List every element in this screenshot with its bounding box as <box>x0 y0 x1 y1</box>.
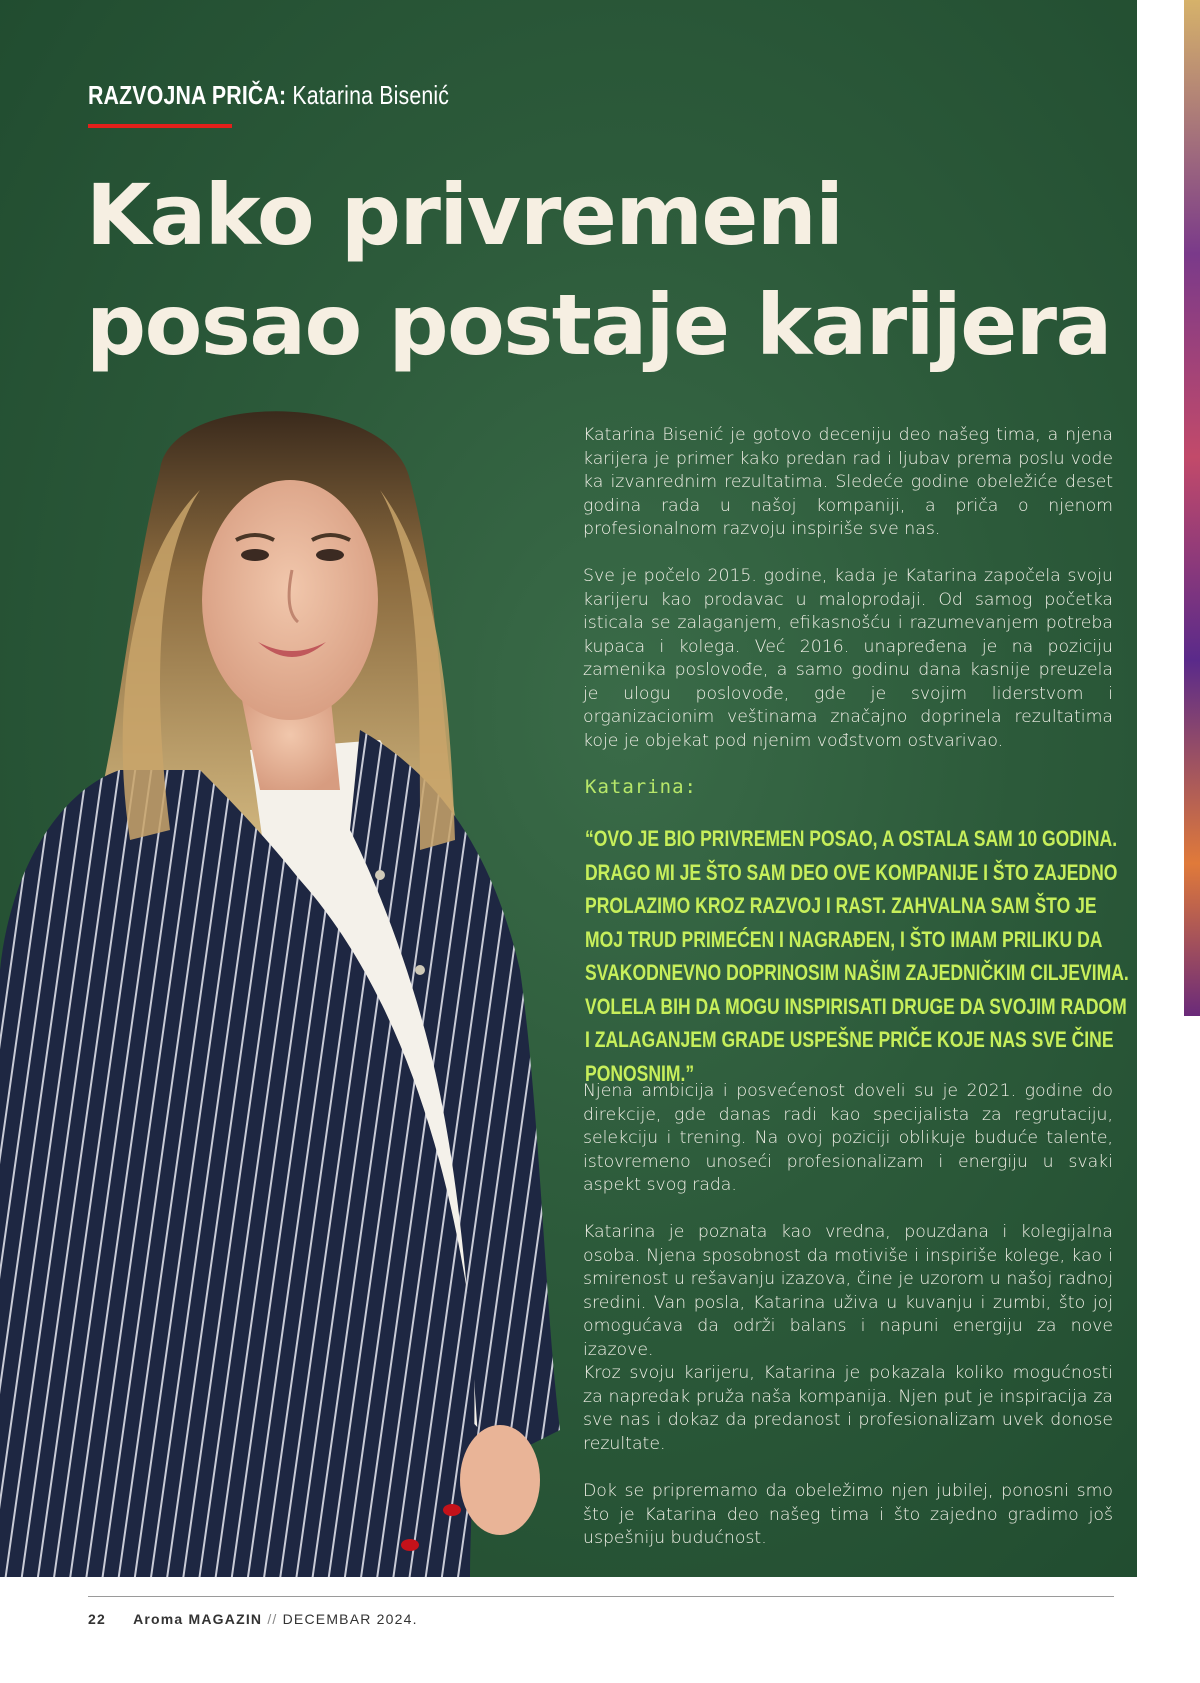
headline-line-2: posao postaje karijera <box>86 276 1111 374</box>
article-paragraph-5: Kroz svoju karijeru, Katarina je pokazala koliko mogućnosti za napredak pruža naša kompanija. Njen put je inspiracija za sve nas i dokaz da predanost i profesionalizam uvek donose rezultate. <box>583 1363 1113 1454</box>
article-kicker <box>88 80 498 111</box>
article-paragraph-4: Katarina je poznata kao vredna, pouzdana i kolegijalna osoba. Njena sposobnost da motiviše i inspiriše kolege, kao i smirenost u rešavanju izazova, čine je uzorom u našoj radnoj sredini. Van posla, Katarina uživa u kuvanju i zumbi, što joj omogućava da održi balans i napuni energiju za nove izazove. <box>583 1222 1113 1360</box>
magazine-name: Aroma MAGAZIN <box>133 1611 263 1627</box>
kicker-label: RAZVOJNA PRIČA: <box>88 80 287 110</box>
page-number: 22 <box>88 1611 106 1627</box>
pull-quote: “OVO JE BIO PRIVREMEN POSAO, A OSTALA SAM 10 GODINA. DRAGO MI JE ŠTO SAM DEO OVE KOMPANIJE I ŠTO ZAJEDNO PROLAZIMO KROZ RAZVOJ I RAST. ZAHVALNA SAM ŠTO JE MOJ TRUD PRIMEĆEN I NAGRAĐEN, I ŠTO IMAM PRILIKU DA SVAKODNEVNO DOPRINOSIM NAŠIM ZAJEDNIČKIM CILJEVIMA. VOLELA BIH DA MOGU INSPIRISATI DRUGE DA SVOJIM RADOM I ZALAGANJEM GRADE USPEŠNE PRIČE KOJE NAS SVE ČINE PONOSNIM.” <box>585 826 1129 1086</box>
page-footer <box>88 1611 418 1627</box>
article-paragraph-3: Njena ambicija i posvećenost doveli su je 2021. godine do direkcije, gde danas radi kao specijalista za regrutaciju, selekciju i trening. Na ovoj poziciji oblikuje buduće talente, istovremeno unoseći profesionalizam i energiju u svaki aspekt svog rada. <box>583 1081 1113 1195</box>
issue-date: DECEMBAR 2024. <box>282 1611 418 1627</box>
quote-speaker: Katarina: <box>585 776 697 798</box>
footer-separator: // <box>267 1611 278 1627</box>
kicker-name: Katarina Bisenić <box>292 80 450 110</box>
headline-line-1: Kako privremeni <box>86 166 843 264</box>
article-paragraph-6: Dok se pripremamo da obeležimo njen jubilej, ponosni smo što je Katarina deo našeg tima i što zajedno gradimo još uspešniju budućnost. <box>583 1481 1113 1548</box>
kicker-underline <box>88 124 232 128</box>
facing-page-image-edge <box>1184 0 1200 1016</box>
article-headline <box>86 160 1126 380</box>
article-paragraph-1: Katarina Bisenić je gotovo deceniju deo našeg tima, a njena karijera je primer kako predan rad i ljubav prema poslu vode ka izvanrednim rezultatima. Sledeće godine obeležiće deset godina rada u našoj kompaniji, a priča o njenom profesionalnom razvoju inspiriše sve nas. <box>583 425 1113 539</box>
portrait-photo <box>0 410 580 1577</box>
article-paragraph-2: Sve je počelo 2015. godine, kada je Katarina započela svoju karijeru kao prodavac u maloprodaji. Od samog početka isticala se zalaganjem, efikasnošću i razumevanjem potreba kupaca i kolega. Već 2016. unapređena je na poziciju zamenika poslovođe, a samo godinu dana kasnije preuzela je ulogu poslovođe, gde je svojim liderstvom i organizacionim veštinama značajno doprinela rezultatima koje je objekat pod njenim vođstvom ostvarivao. <box>583 566 1113 751</box>
footer-divider <box>88 1596 1114 1597</box>
